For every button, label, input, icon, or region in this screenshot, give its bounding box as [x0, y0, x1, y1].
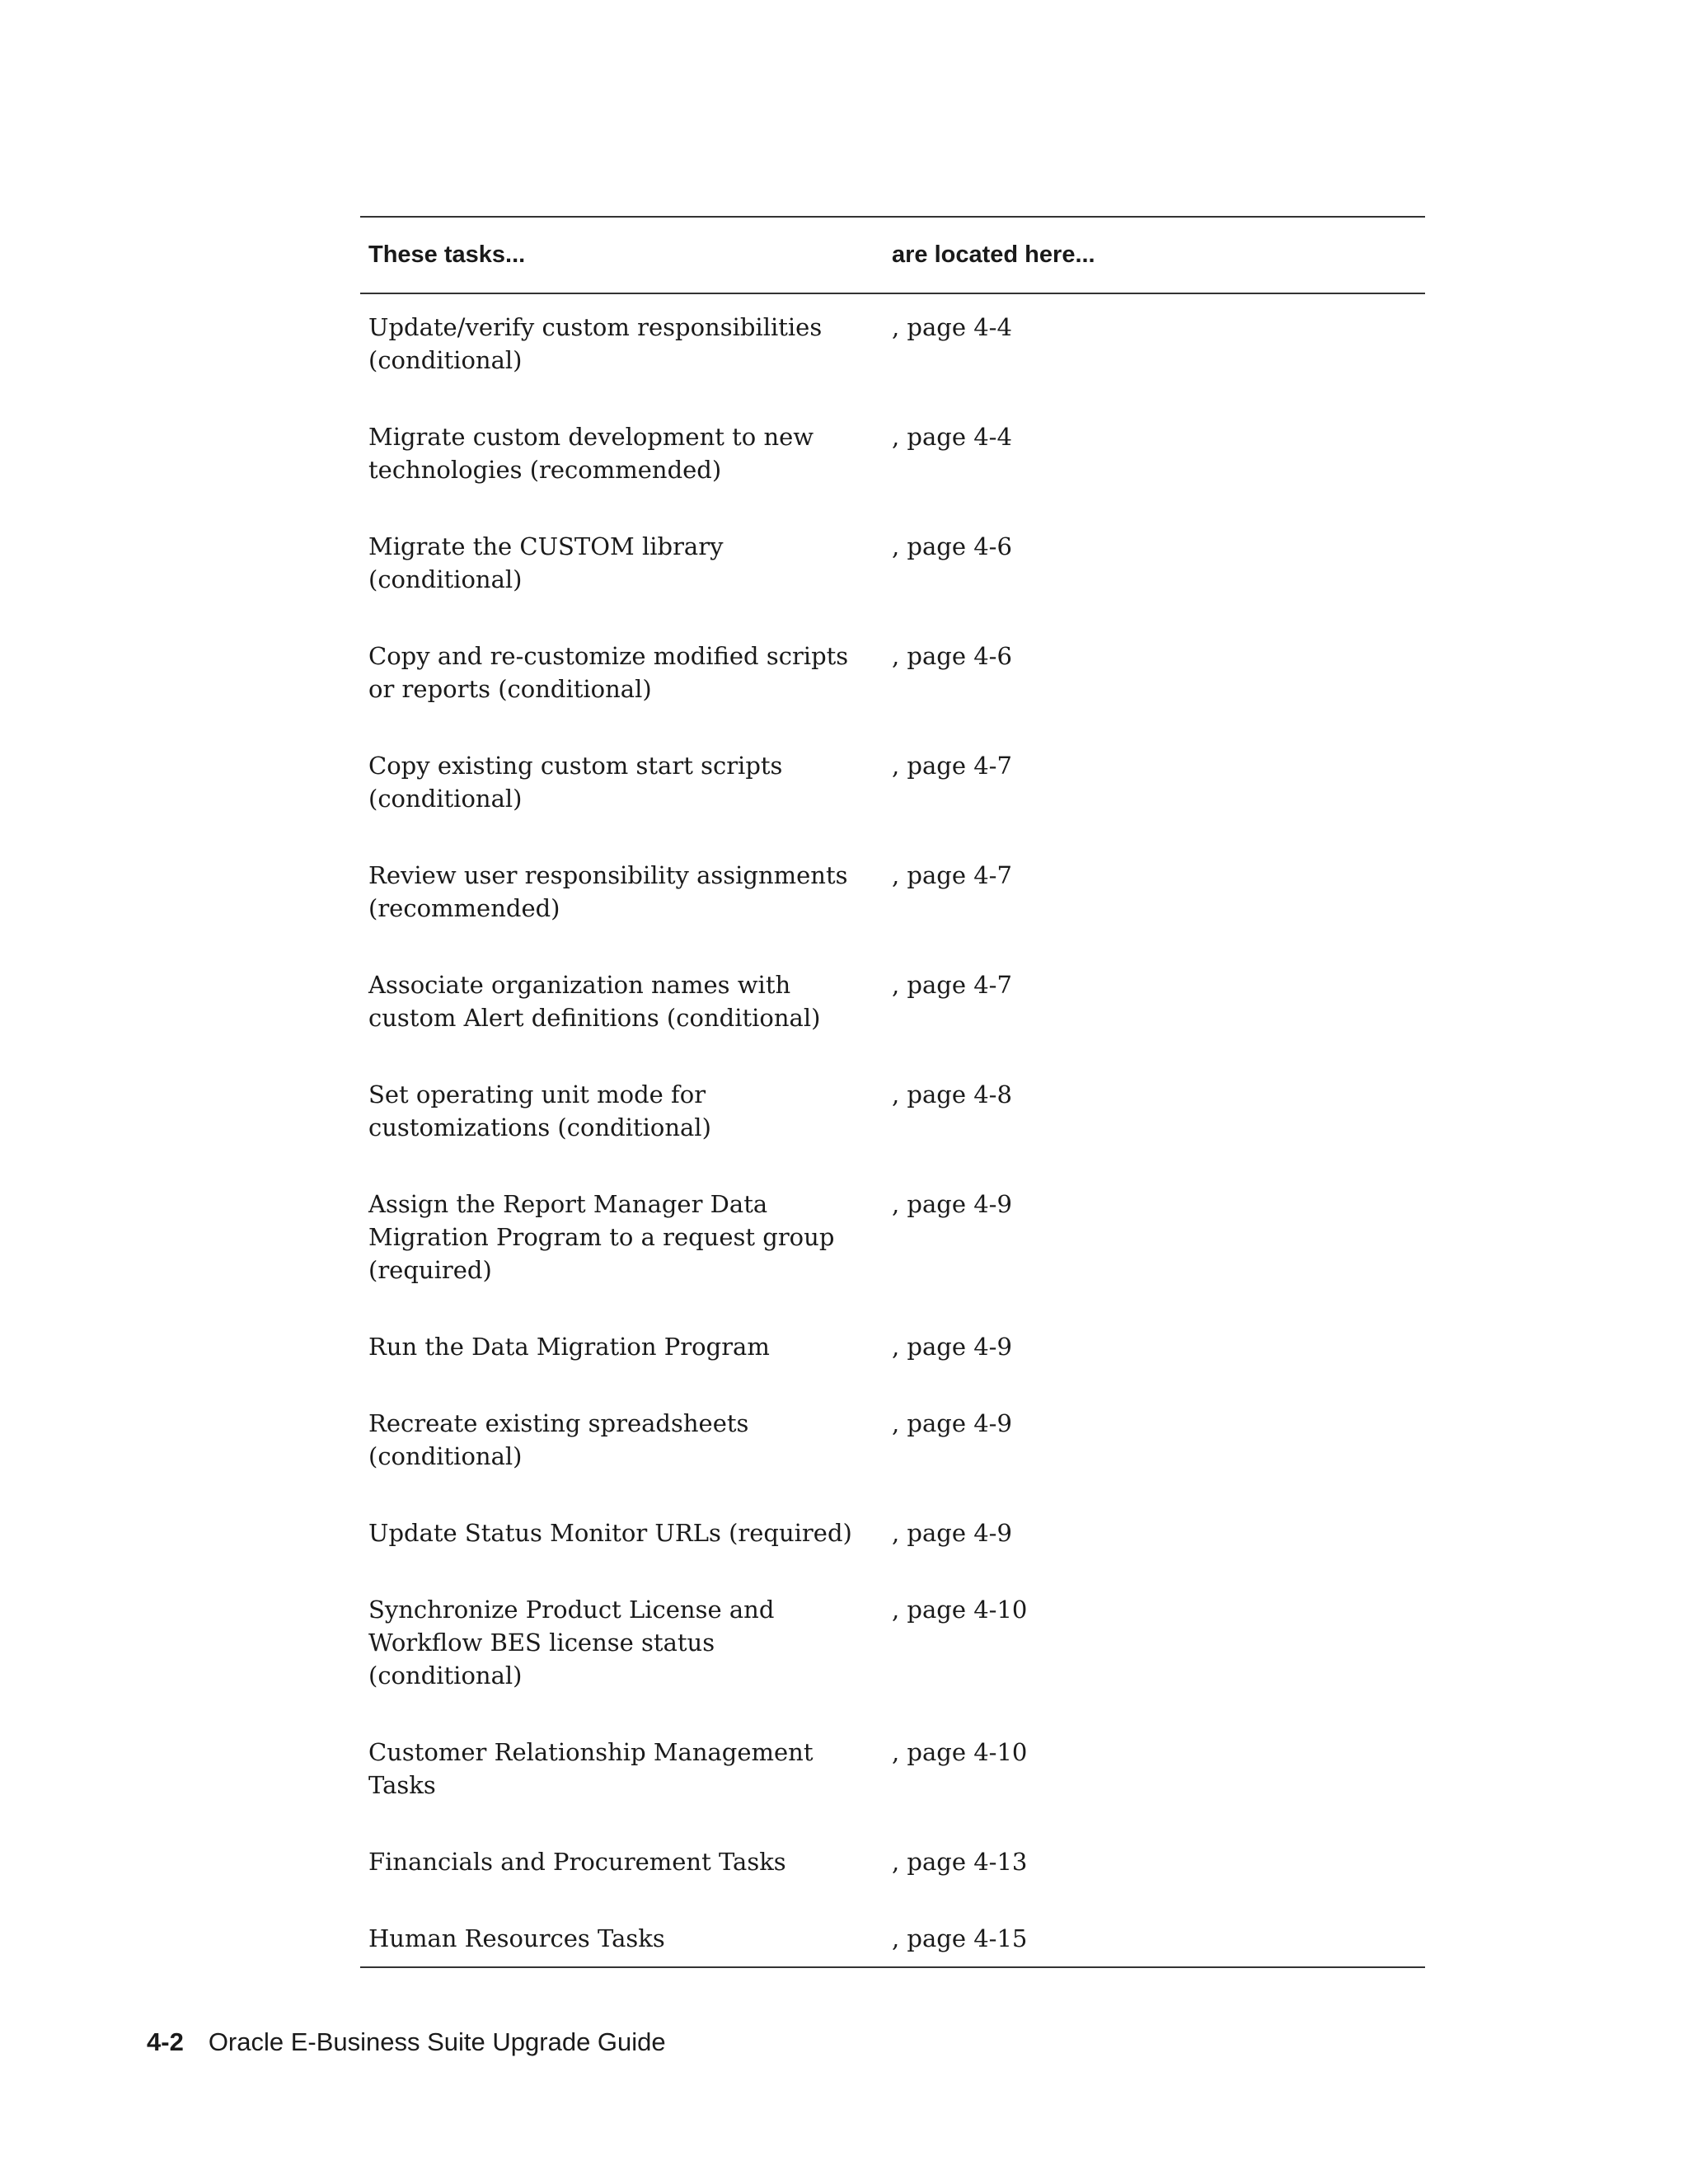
- task-cell: Customer Relationship Management Tasks: [368, 1738, 814, 1799]
- book-title: Oracle E-Business Suite Upgrade Guide: [208, 2027, 666, 2056]
- task-cell: Synchronize Product License and Workflow BES license status (conditional): [368, 1596, 775, 1690]
- location-link[interactable]: , page 4-7: [892, 971, 1012, 999]
- table-row: [360, 1845, 1425, 1878]
- location-link[interactable]: , page 4-9: [892, 1190, 1012, 1218]
- header-location: are located here...: [892, 241, 1095, 268]
- task-location-table: [360, 216, 1425, 1968]
- task-cell: Copy existing custom start scripts (conditional): [368, 752, 783, 813]
- table-row: [360, 1922, 1425, 1955]
- task-cell: Update Status Monitor URLs (required): [368, 1519, 852, 1547]
- location-link[interactable]: , page 4-7: [892, 752, 1012, 780]
- task-cell: Assign the Report Manager Data Migration Program to a request group (required): [368, 1190, 835, 1284]
- table-row: [360, 530, 1425, 596]
- header-tasks: These tasks...: [368, 241, 526, 268]
- table-row: [360, 1516, 1425, 1549]
- table-row: [360, 420, 1425, 486]
- table-row: [360, 859, 1425, 925]
- table-row: [360, 1330, 1425, 1363]
- location-link[interactable]: , page 4-10: [892, 1596, 1028, 1624]
- table-row: [360, 1736, 1425, 1802]
- location-link[interactable]: , page 4-7: [892, 861, 1012, 889]
- table-row: [360, 311, 1425, 377]
- location-link[interactable]: , page 4-9: [892, 1519, 1012, 1547]
- task-cell: Associate organization names with custom Alert definitions (conditional): [368, 971, 821, 1032]
- table-row: [360, 749, 1425, 815]
- location-link[interactable]: , page 4-6: [892, 642, 1012, 670]
- location-link[interactable]: , page 4-15: [892, 1924, 1028, 1952]
- task-cell: Run the Data Migration Program: [368, 1333, 770, 1361]
- table-row: [360, 968, 1425, 1034]
- table-row: [360, 1078, 1425, 1144]
- table-row: [360, 1593, 1425, 1692]
- task-cell: Set operating unit mode for customizations (conditional): [368, 1080, 711, 1141]
- location-link[interactable]: , page 4-8: [892, 1080, 1012, 1108]
- table-body: [360, 294, 1425, 1966]
- location-link[interactable]: , page 4-4: [892, 423, 1012, 451]
- location-link[interactable]: , page 4-13: [892, 1848, 1028, 1876]
- task-cell: Copy and re-customize modified scripts or reports (conditional): [368, 642, 849, 703]
- task-cell: Migrate the CUSTOM library (conditional): [368, 532, 724, 593]
- table-row: [360, 640, 1425, 705]
- location-link[interactable]: , page 4-9: [892, 1409, 1012, 1437]
- location-link[interactable]: , page 4-4: [892, 313, 1012, 341]
- location-link[interactable]: , page 4-9: [892, 1333, 1012, 1361]
- location-link[interactable]: , page 4-10: [892, 1738, 1028, 1766]
- page-footer: [147, 2027, 666, 2057]
- task-cell: Update/verify custom responsibilities (conditional): [368, 313, 823, 374]
- task-cell: Review user responsibility assignments (recommended): [368, 861, 848, 922]
- location-link[interactable]: , page 4-6: [892, 532, 1012, 560]
- task-cell: Human Resources Tasks: [368, 1924, 665, 1952]
- table-row: [360, 1407, 1425, 1473]
- table-row: [360, 1188, 1425, 1286]
- table-header: [360, 218, 1425, 294]
- task-cell: Financials and Procurement Tasks: [368, 1848, 786, 1876]
- task-cell: Recreate existing spreadsheets (conditional): [368, 1409, 749, 1470]
- task-cell: Migrate custom development to new technologies (recommended): [368, 423, 814, 484]
- page-number: 4-2: [147, 2027, 184, 2056]
